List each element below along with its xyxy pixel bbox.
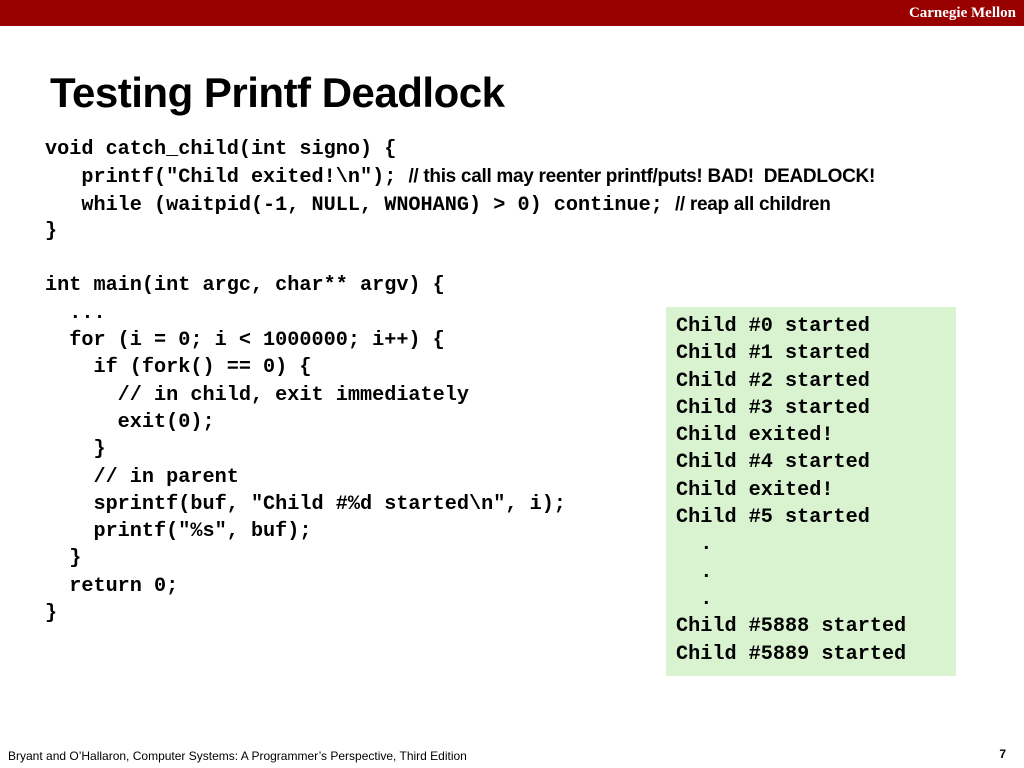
output-line: Child #5889 started [676,642,907,666]
code-text: return 0; [45,574,179,598]
code-text: printf("%s", buf); [45,520,312,544]
output-line: Child #5888 started [676,615,907,639]
slide-title: Testing Printf Deadlock [50,69,505,116]
code-text: } [45,219,58,243]
footer-citation: Bryant and O’Hallaron, Computer Systems: A Programmer’s Perspective, Third Edition [8,749,467,763]
output-line: Child exited! [676,424,834,448]
code-comment: // this call may reenter printf/puts! BAD! DEADLOCK! [408,166,875,188]
brand-label: Carnegie Mellon [908,5,1016,21]
code-text: } [45,547,82,571]
code-text: printf("Child exited!\n"); [45,166,409,190]
code-text: if (fork() == 0) { [45,356,312,380]
code-line [45,191,875,218]
code-text: sprintf(buf, "Child #%d started\n", i); [45,492,566,516]
output-line: Child #3 started [676,396,870,420]
code-line [45,136,875,163]
output-line: . [676,560,713,584]
header-bar [0,0,1024,26]
output-line: Child #5 started [676,506,870,530]
code-line [45,163,875,190]
code-line [45,245,875,272]
output-line: Child #4 started [676,451,870,475]
output-line: . [676,587,713,611]
code-text: while (waitpid(-1, NULL, WNOHANG) > 0) continue; [45,193,675,217]
code-text: } [45,438,106,462]
code-text: ... [45,301,106,325]
code-line [45,218,875,245]
code-line [45,272,875,299]
code-text: } [45,602,58,626]
output-line: . [676,533,713,557]
program-output-box [666,307,956,676]
program-output [676,313,906,668]
code-text: // in child, exit immediately [45,383,470,407]
output-line: Child exited! [676,478,834,502]
page-number: 7 [999,747,1006,761]
code-text: int main(int argc, char** argv) { [45,274,445,298]
code-text: for (i = 0; i < 1000000; i++) { [45,329,445,353]
code-text: exit(0); [45,410,215,434]
output-line: Child #2 started [676,369,870,393]
code-text: void catch_child(int signo) { [45,138,397,161]
output-line: Child #1 started [676,342,870,366]
output-line: Child #0 started [676,315,870,338]
code-text: // in parent [45,465,239,489]
code-comment: // reap all children [674,193,831,215]
